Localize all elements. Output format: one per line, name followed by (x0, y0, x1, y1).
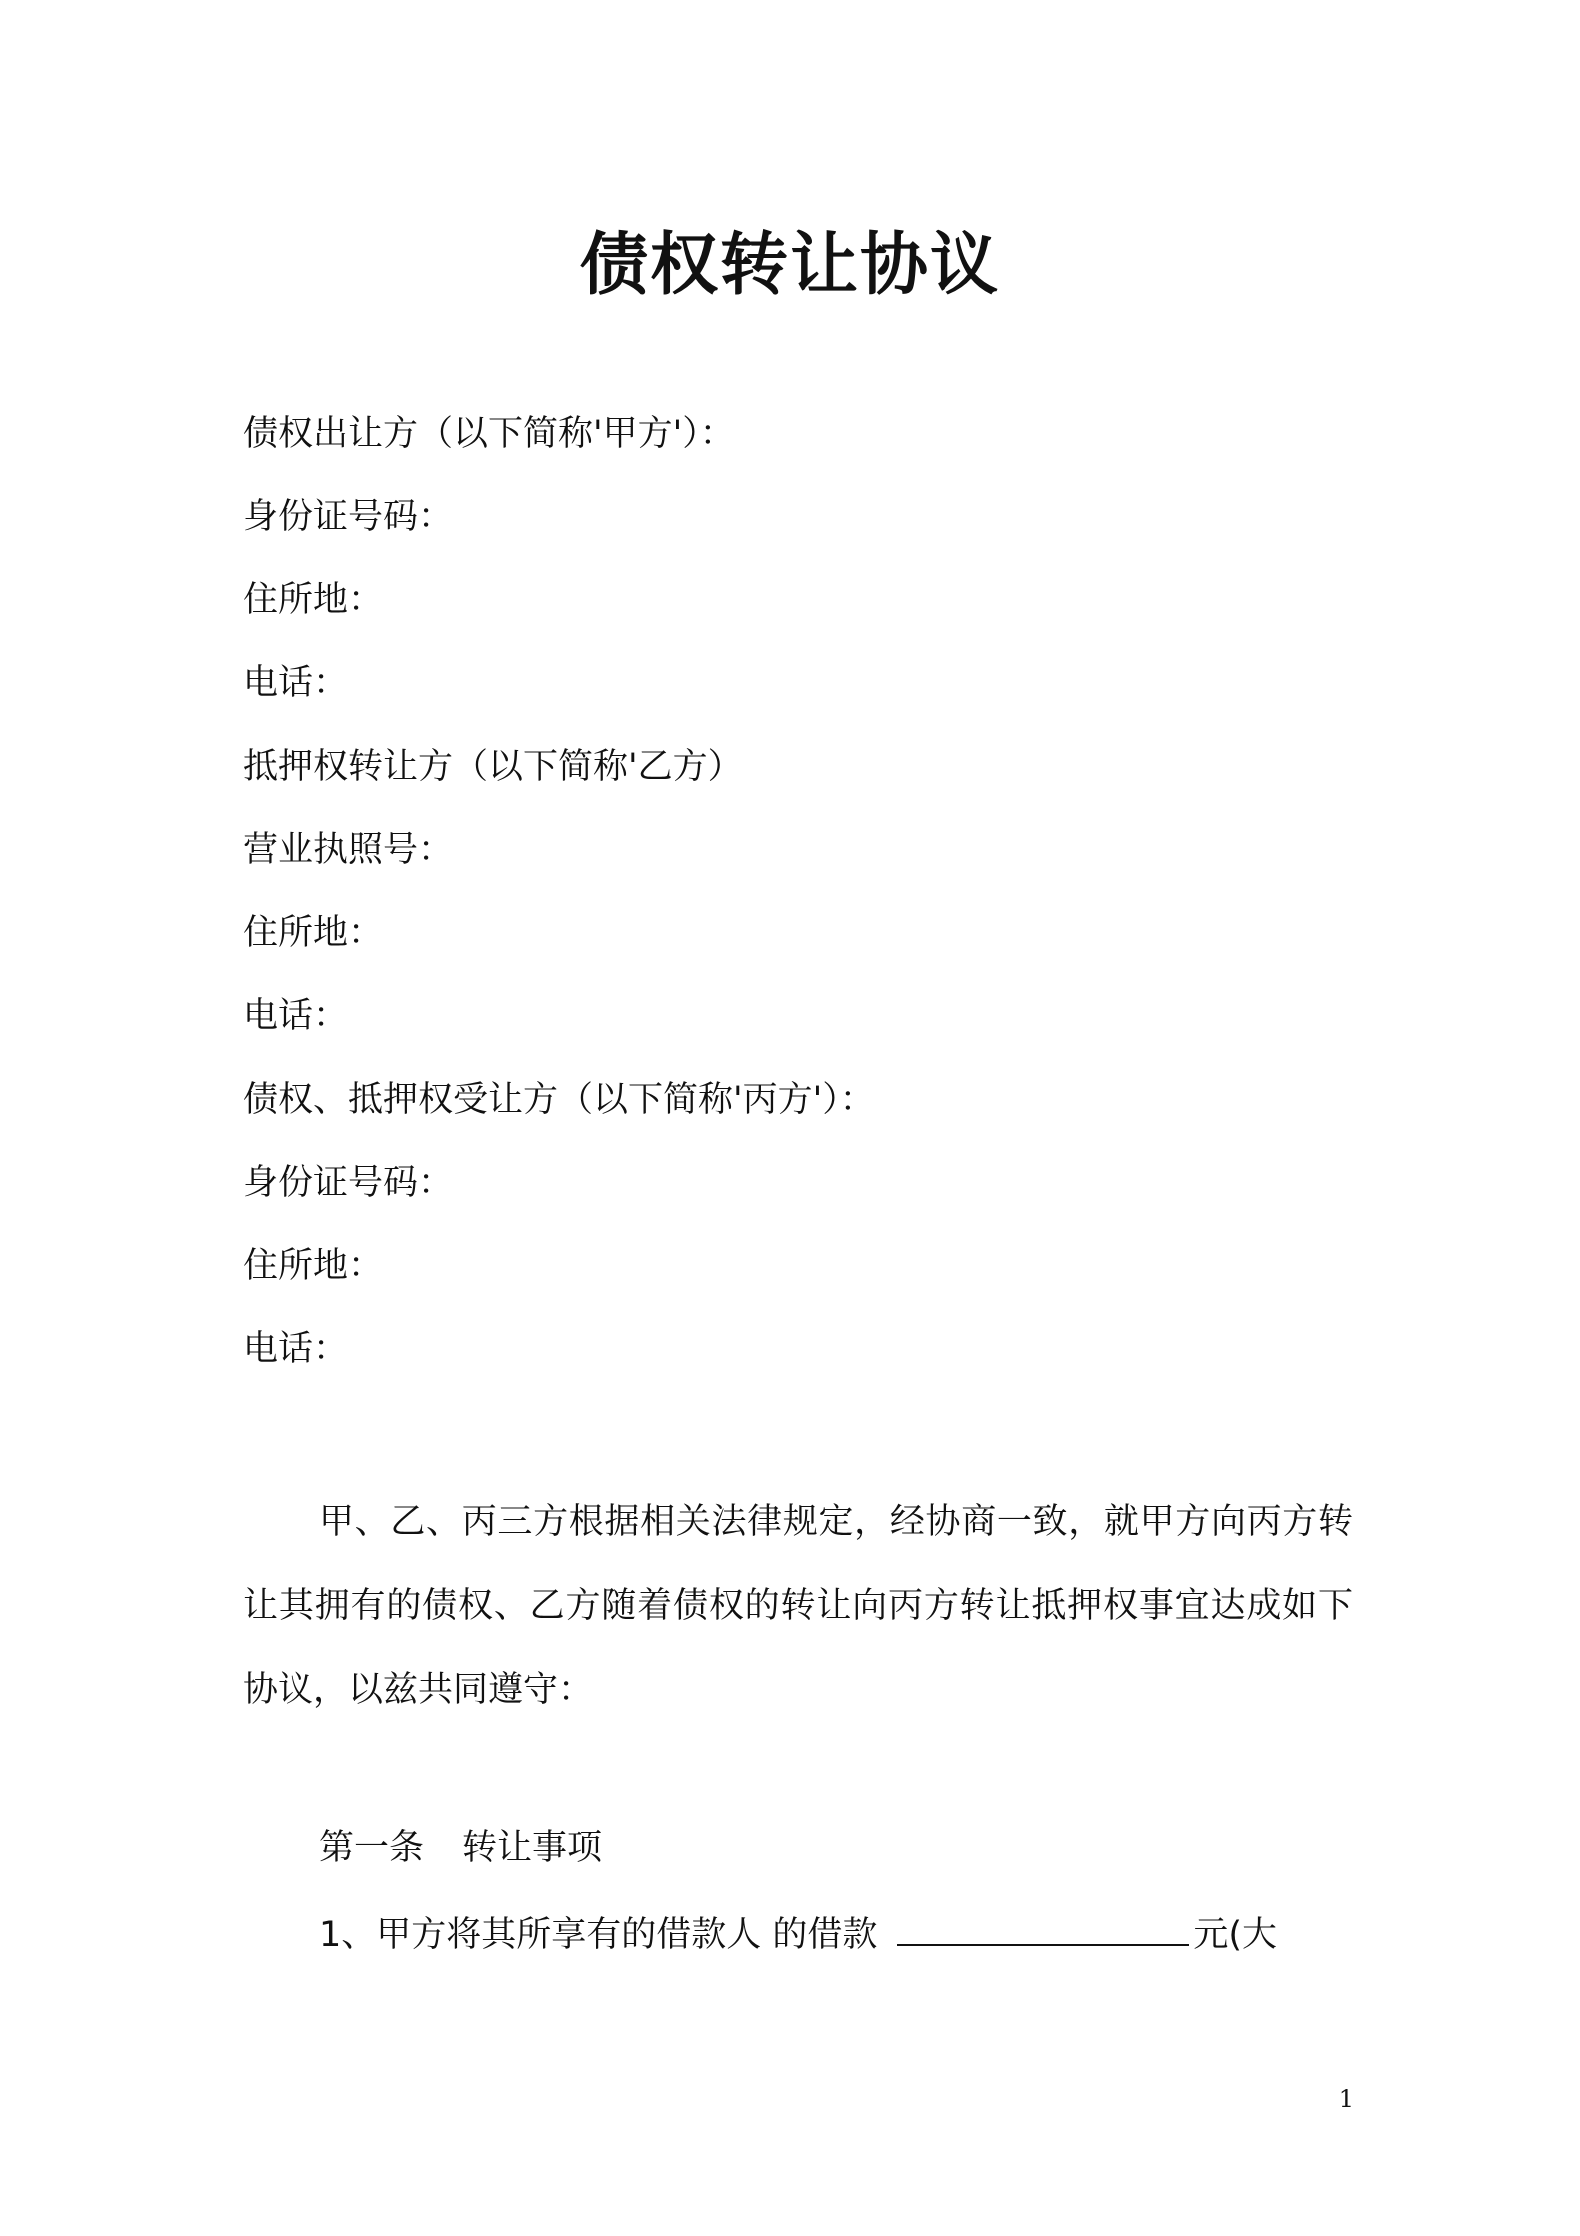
party-a-id-label: 身份证号码： (243, 497, 454, 537)
document-title: 债权转让协议 (579, 226, 1000, 305)
amount-blank-line (897, 1906, 1189, 1946)
item-1-text: 1、甲方将其所享有的借款人 的借款 (319, 1915, 878, 1955)
party-a-label: 债权出让方（以下简称'甲方'）： (243, 414, 735, 454)
party-b-label: 抵押权转让方（以下简称'乙方） (243, 747, 743, 787)
party-b-phone-label: 电话： (243, 996, 349, 1036)
item-1-line (319, 1906, 1353, 1960)
article-1-title: 转让事项 (462, 1828, 603, 1868)
item-1-text-after: 元(大 (1193, 1915, 1278, 1955)
party-c-id-label: 身份证号码： (243, 1163, 454, 1203)
party-c-address-label: 住所地： (243, 1246, 384, 1286)
party-c-phone-label: 电话： (243, 1329, 349, 1369)
party-b-address-label: 住所地： (243, 913, 384, 953)
article-1-number: 第一条 (319, 1828, 425, 1868)
party-b-license-label: 营业执照号： (243, 830, 454, 870)
page-number: 1 (1338, 2085, 1354, 2113)
party-a-phone-label: 电话： (243, 663, 349, 703)
party-a-address-label: 住所地： (243, 580, 384, 620)
party-c-label: 债权、抵押权受让方（以下简称'丙方'）： (243, 1080, 875, 1120)
article-1-heading (319, 1823, 602, 1873)
preamble-paragraph: 甲、乙、丙三方根据相关法律规定，经协商一致，就甲方向丙方转让其拥有的债权、乙方随着债权的转让向丙方转让抵押权事宜达成如下协议，以兹共同遵守： (243, 1502, 1353, 1710)
